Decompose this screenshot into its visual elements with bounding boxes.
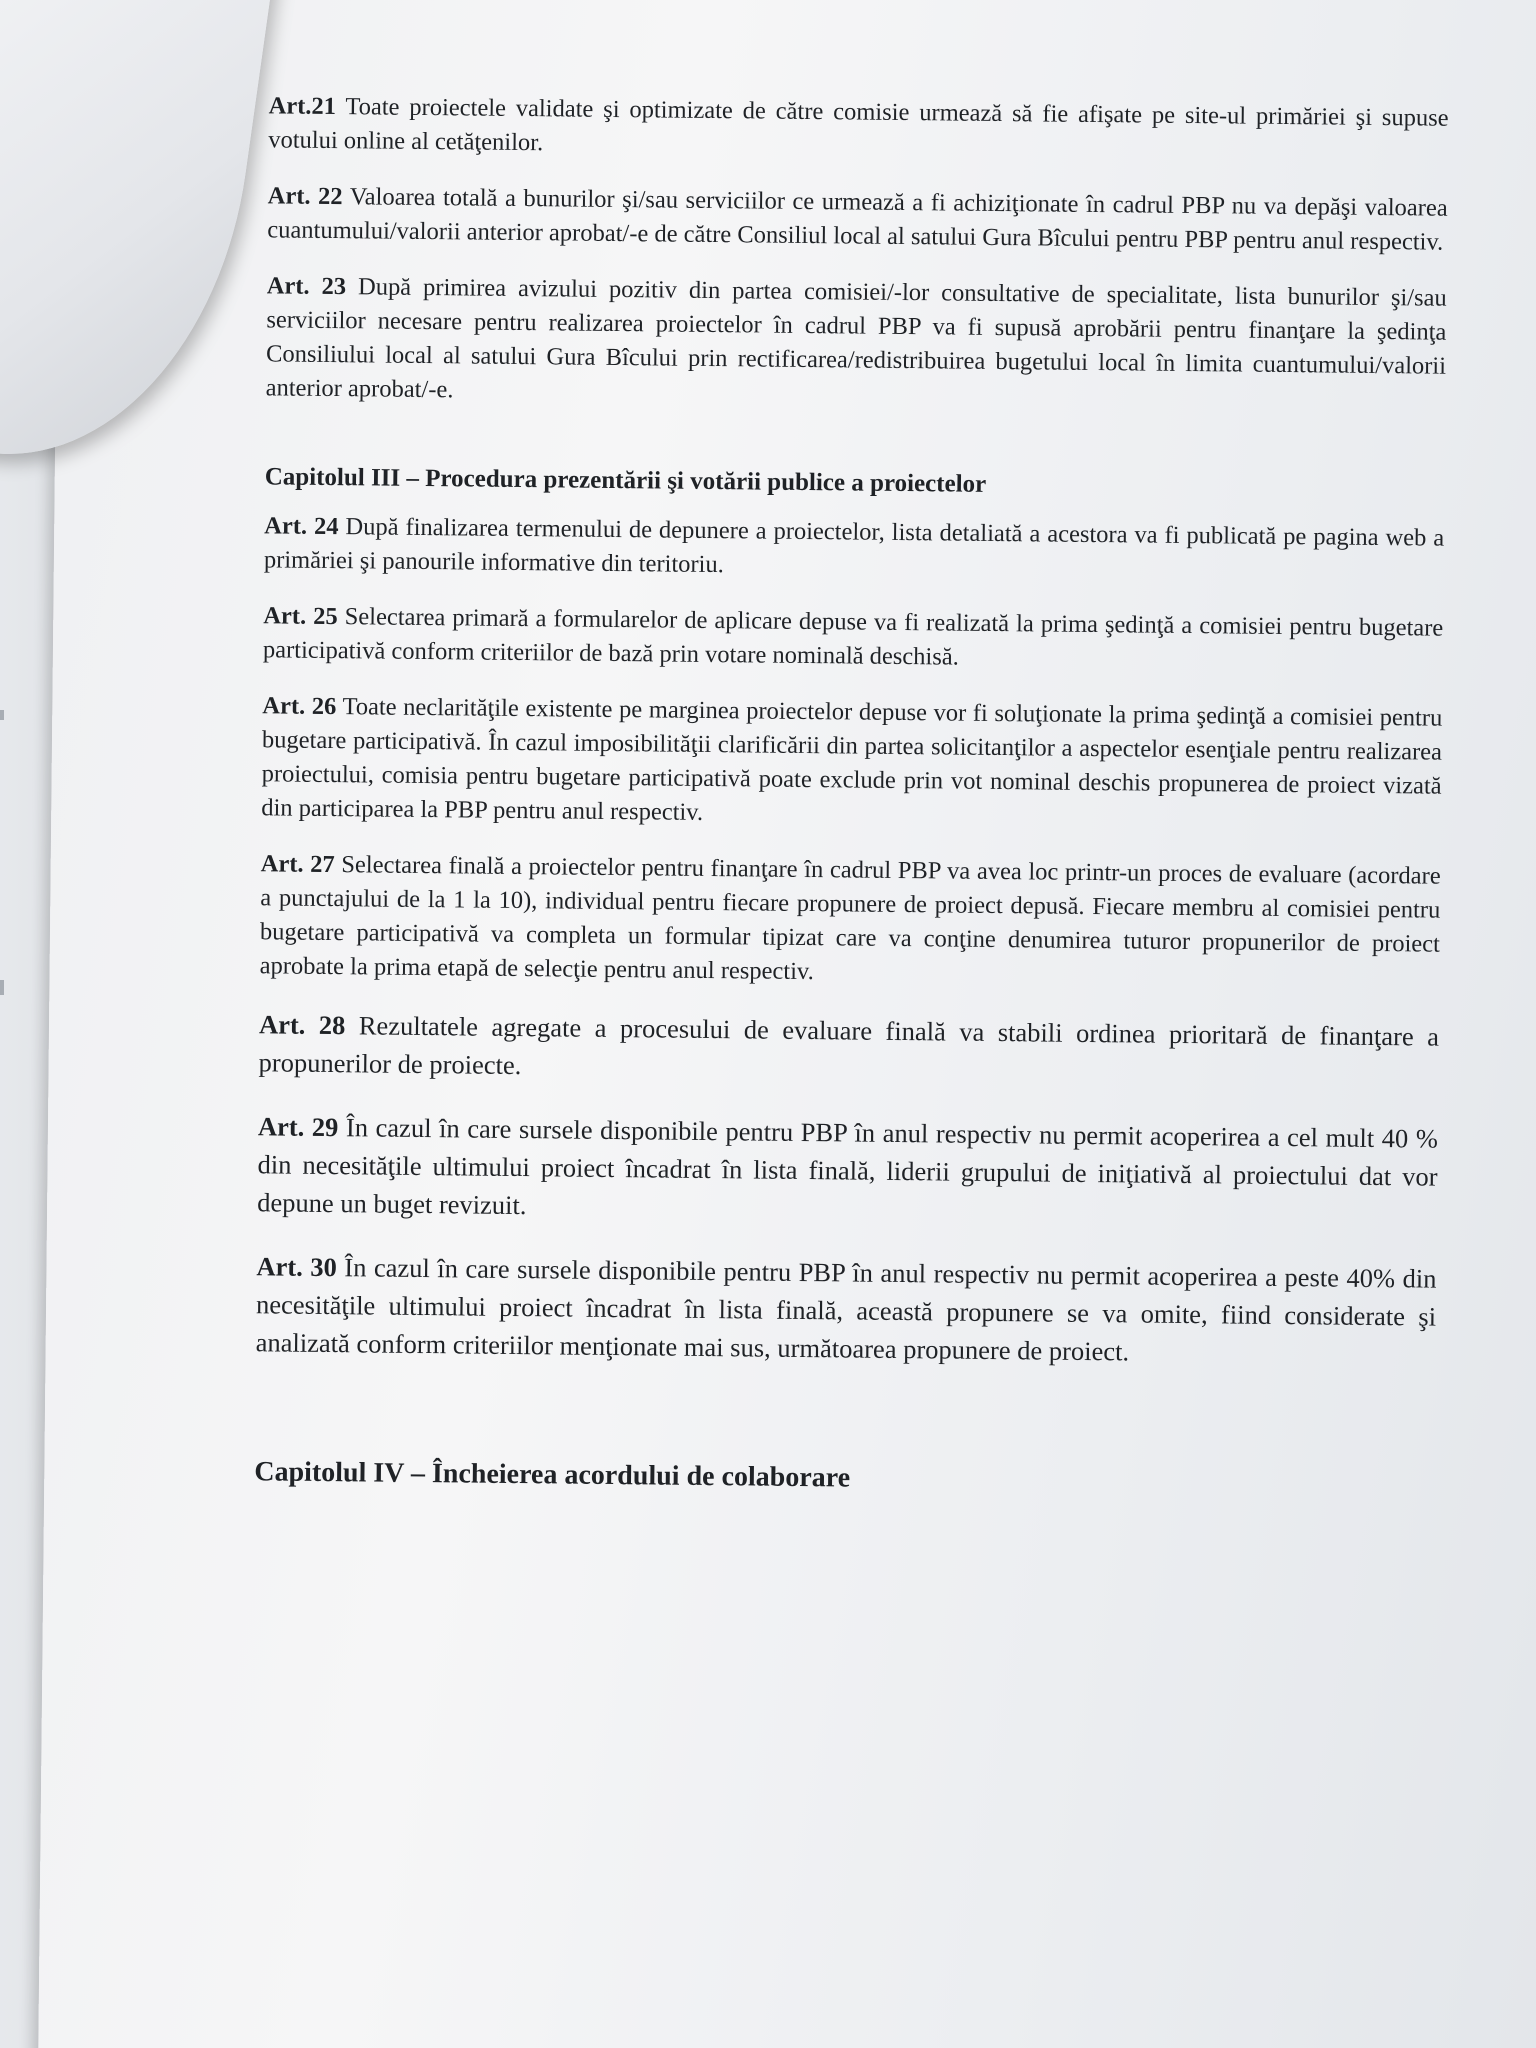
article-23 <box>266 269 1447 417</box>
article-label: Art. 26 <box>262 692 337 721</box>
article-text: Toate proiectele validate şi optimizate de către comisie urmează să fie afişate pe site-ul primăriei şi supuse votului online al cetăţenilor. <box>268 93 1449 157</box>
article-29 <box>257 1107 1438 1233</box>
document-body <box>254 89 1449 1518</box>
article-27 <box>259 847 1440 995</box>
article-text: Valoarea totală a bunurilor şi/sau serviciilor ce urmează a fi achiziţionate în cadrul PBP nu va depăşi valoarea cuantumului/valorii anterior aprobat/-e de către Consiliul local al satului Gura Bîcului pentru PBP pentru anul respectiv. <box>267 183 1448 256</box>
article-label: Art. 23 <box>266 272 347 301</box>
article-text: Rezultatele agregate a procesului de evaluare finală va stabili ordinea prioritară de finanţare a propunerilor de proiecte. <box>258 1010 1440 1081</box>
article-22 <box>267 179 1448 259</box>
article-label: Art. 30 <box>256 1251 338 1283</box>
article-label: Art. 29 <box>257 1111 339 1143</box>
article-28 <box>258 1005 1439 1093</box>
article-30 <box>256 1247 1437 1373</box>
article-26 <box>261 689 1442 837</box>
article-text: În cazul în care sursele disponibile pentru PBP în anul respectiv nu permit acoperirea a peste 40% din necesităţile ultimului proiect încadrat în lista finală, această propunere se va omite, fiind considerate şi analizată conform criteriilor menţionate mai sus, următoarea propunere de proiect. <box>255 1252 1437 1367</box>
chapter-heading: Capitolul III – Procedura prezentării şi votării publice a proiectelor <box>264 463 987 498</box>
document-page <box>38 0 1536 2048</box>
article-text: Toate neclarităţile existente pe marginea proiectelor depuse vor fi soluţionate la prima şedinţă a comisiei pentru bugetare participativă. În cazul imposibilităţii clarificării din partea solicitanţilor a aspectelor esenţiale pentru realizarea proiectului, comisia pentru bugetare participativă poate exclude prin vot nominal deschis propunerea de proiect vizată din participarea la PBP pentru anul respectiv. <box>261 693 1443 826</box>
article-label: Art. 22 <box>267 182 343 211</box>
article-text: Selectarea finală a proiectelor pentru finanţare în cadrul PBP va avea loc printr-un proces de evaluare (acordare a punctajului de la 1 la 10), individual pentru fiecare propunere de proiect depusă. Fiecare membru al comisiei pentru bugetare participativă va completa un formular tipizat care va conţine denumirea tuturor propunerilor de proiect aprobate la prima etapă de selecţie pentru anul respectiv. <box>259 851 1441 986</box>
article-25 <box>263 599 1444 679</box>
article-label: Art. 27 <box>260 850 335 879</box>
article-24 <box>264 509 1445 589</box>
article-label: Art. 25 <box>263 602 338 631</box>
background-rule <box>0 710 4 720</box>
article-text: După finalizarea termenului de depunere a proiectelor, lista detaliată a acestora va fi publicată pe pagina web a primăriei şi panourile informative din teritoriu. <box>263 513 1445 579</box>
article-text: După primirea avizului pozitiv din partea comisiei/-lor consultative de specialitate, lista bunurilor şi/sau serviciilor necesare pentru realizarea proiectelor în cadrul PBP va fi supusă aprobării pentru finanţare la şedinţa Consiliului local al satului Gura Bîcului prin rectificarea/redistribuirea bugetului local în limita cuantumului/valorii anterior aprobat/-e. <box>265 273 1447 404</box>
article-label: Art. 28 <box>258 1009 346 1041</box>
article-label: Art. 24 <box>264 512 339 541</box>
article-label: Art.21 <box>268 92 337 121</box>
article-21 <box>268 89 1449 169</box>
background-rule <box>0 985 4 995</box>
chapter-heading: Capitolul IV – Încheierea acordului de colaborare <box>254 1456 851 1494</box>
article-text: În cazul în care sursele disponibile pentru PBP în anul respectiv nu permit acoperirea a cel mult 40 % din necesităţile ultimului proiect încadrat în lista finală, liderii grupului de iniţiativă al proiectului dat vor depune un buget revizuit. <box>257 1112 1439 1221</box>
article-text: Selectarea primară a formularelor de aplicare depuse va fi realizată la prima şedinţă a comisiei pentru bugetare participativă conform criteriilor de bază prin votare nominală deschisă. <box>262 603 1444 671</box>
